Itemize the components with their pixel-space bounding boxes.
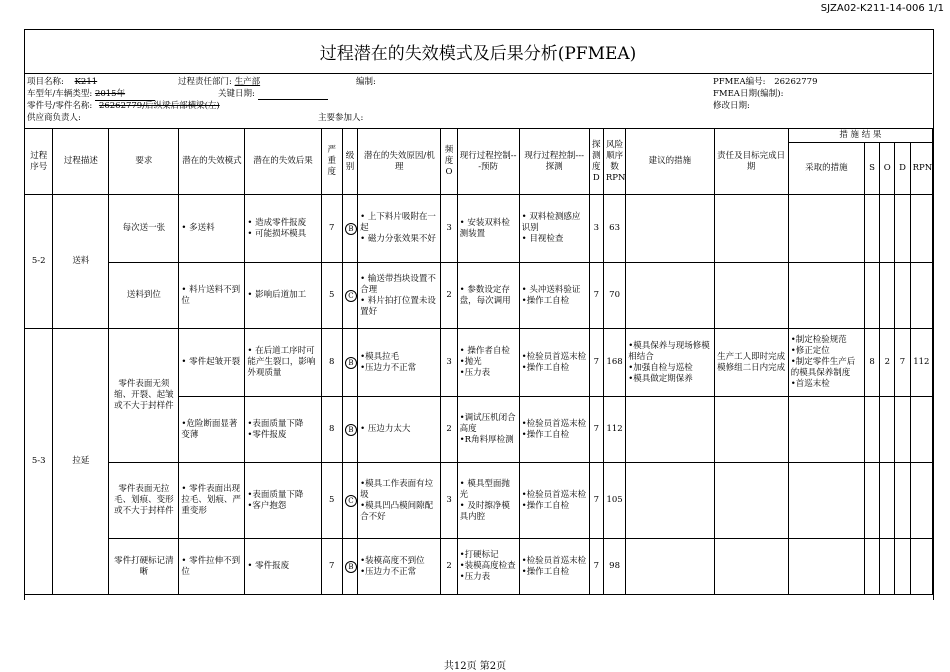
cell-mode: •危险断面显著变薄 xyxy=(179,397,245,463)
header-detection-control: 现行过程控制---探测 xyxy=(519,129,589,195)
header-s: S xyxy=(864,143,879,195)
cell-rpn: 63 xyxy=(603,195,625,263)
header-o: O xyxy=(880,143,895,195)
cell-prev: • 模具型面抛光 • 及时擦净模具内腔 xyxy=(457,463,519,539)
header-rpn: 风险顺序数RPN xyxy=(603,129,625,195)
class-mark xyxy=(342,329,357,397)
cell-rpn: 105 xyxy=(603,463,625,539)
cell-action: •模具保养与现场修模相结合 •加强自检与巡检 •模具做定期保养 xyxy=(626,329,714,397)
cell-mode: • 零件起皱开裂 xyxy=(179,329,245,397)
cell-s: 8 xyxy=(864,329,879,397)
class-symbol: B xyxy=(345,357,357,369)
cell-occ: 2 xyxy=(441,539,457,595)
header-d: D xyxy=(895,143,910,195)
process-owner-line xyxy=(178,77,260,88)
key-date-value xyxy=(258,90,328,100)
header-cause: 潜在的失效原因/机理 xyxy=(358,129,441,195)
table-row xyxy=(25,463,933,539)
cell-det-ctrl: •检验员首巡末检 •操作工自检 xyxy=(519,539,589,595)
cell-det-ctrl: •检验员首巡末检 •操作工自检 xyxy=(519,397,589,463)
cell-occ: 2 xyxy=(441,263,457,329)
class-mark xyxy=(342,195,357,263)
header-occ: 频度O xyxy=(441,129,457,195)
cell-occ: 3 xyxy=(441,329,457,397)
header-rpn2: RPN xyxy=(910,143,932,195)
cell-cause: • 输送带挡块设置不合理 • 料片拍打位置未设置好 xyxy=(358,263,441,329)
cell-sev: 5 xyxy=(321,263,342,329)
header-desc: 过程描述 xyxy=(53,129,109,195)
cell-req: 每次送一张 xyxy=(109,195,179,263)
cell-rpn2 xyxy=(910,195,932,263)
cell-det: 7 xyxy=(589,397,603,463)
cell-action xyxy=(626,263,714,329)
cell-rpn: 98 xyxy=(603,539,625,595)
cell-effect: • 影响后道加工 xyxy=(245,263,321,329)
cell-d xyxy=(895,539,910,595)
team-label: 主要参加人: xyxy=(318,113,364,123)
cell-resp xyxy=(714,195,788,263)
pfmea-no-line xyxy=(713,77,818,88)
cell-effect: •表面质量下降 •客户抱怨 xyxy=(245,463,321,539)
cell-s xyxy=(864,397,879,463)
table-row xyxy=(25,329,933,397)
cell-resp xyxy=(714,539,788,595)
cell-taken xyxy=(788,397,864,463)
cell-o xyxy=(880,463,895,539)
cell-resp xyxy=(714,463,788,539)
cell-seq: 5-3 xyxy=(25,329,53,595)
cell-cause: • 上下料片吸附在一起 • 磁力分张效果不好 xyxy=(358,195,441,263)
cell-rpn2 xyxy=(910,539,932,595)
cell-cause: • 压边力太大 xyxy=(358,397,441,463)
header-responsibility: 责任及目标完成日期 xyxy=(714,129,788,195)
header-seq: 过程序号 xyxy=(25,129,53,195)
cell-prev: • 操作者自检 •抛光 •压力表 xyxy=(457,329,519,397)
cell-det-ctrl: • 头冲送料验证 •操作工自检 xyxy=(519,263,589,329)
cell-rpn: 112 xyxy=(603,397,625,463)
cell-rpn: 70 xyxy=(603,263,625,329)
table-row xyxy=(25,195,933,263)
cell-det-ctrl: •检验员首巡末检 •操作工自检 xyxy=(519,463,589,539)
cell-taken xyxy=(788,539,864,595)
cell-sev: 7 xyxy=(321,195,342,263)
cell-effect: • 造成零件报废 • 可能损坏模具 xyxy=(245,195,321,263)
cell-rpn2 xyxy=(910,397,932,463)
cell-o: 2 xyxy=(880,329,895,397)
cell-resp xyxy=(714,397,788,463)
cell-det: 7 xyxy=(589,463,603,539)
header-action: 建议的措施 xyxy=(626,129,714,195)
cell-mode: • 零件表面出现拉毛、划痕、严重变形 xyxy=(179,463,245,539)
cell-cause: •装模高度不到位 •压边力不正常 xyxy=(358,539,441,595)
key-date-label: 关键日期: xyxy=(218,89,255,99)
cell-effect: • 零件报废 xyxy=(245,539,321,595)
part-value: 26262779/后纵梁后部横梁(左) xyxy=(98,101,220,111)
cell-d: 7 xyxy=(895,329,910,397)
cell-det-ctrl: •检验员首巡末检 •操作工自检 xyxy=(519,329,589,397)
cell-sev: 7 xyxy=(321,539,342,595)
cell-o xyxy=(880,195,895,263)
header-prevention: 现行过程控制---预防 xyxy=(457,129,519,195)
cell-cause: •模具工作表面有垃圾 •模具凹凸模间隙配合不好 xyxy=(358,463,441,539)
class-symbol: B xyxy=(345,561,357,573)
cell-sev: 8 xyxy=(321,329,342,397)
document-id: SJZA02-K211-14-006 1/1 xyxy=(820,3,944,14)
cell-det-ctrl: • 双料检测感应识别 • 目视检查 xyxy=(519,195,589,263)
cell-sev: 8 xyxy=(321,397,342,463)
cell-resp xyxy=(714,263,788,329)
cell-prev: • 参数设定存盘，每次调用 xyxy=(457,263,519,329)
cell-occ: 3 xyxy=(441,463,457,539)
header-class: 级别 xyxy=(342,129,357,195)
cell-rpn2 xyxy=(910,463,932,539)
cell-s xyxy=(864,195,879,263)
cell-cause: •模具拉毛 •压边力不正常 xyxy=(358,329,441,397)
prepared-label: 编制: xyxy=(356,77,376,87)
cell-det: 7 xyxy=(589,263,603,329)
cell-occ: 2 xyxy=(441,397,457,463)
cell-mode: • 多送料 xyxy=(179,195,245,263)
cell-req: 零件表面无须缩、开裂、起皱或不大于封样件 xyxy=(109,329,179,463)
cell-mode: • 料片送料不到位 xyxy=(179,263,245,329)
cell-taken: •制定检验规范 •修正定位 •制定零件生产后的模具保养制度 •首巡末检 xyxy=(788,329,864,397)
model-line xyxy=(27,89,155,101)
header-mode: 潜在的失效模式 xyxy=(179,129,245,195)
cell-effect: •表面质量下降 •零件报废 xyxy=(245,397,321,463)
table-row xyxy=(25,263,933,329)
cell-req: 零件表面无拉毛、划痕、变形或不大于封样件 xyxy=(109,463,179,539)
cell-taken xyxy=(788,463,864,539)
cell-req: 零件打硬标记清晰 xyxy=(109,539,179,595)
pfmea-date-label: FMEA日期(编制): xyxy=(713,89,784,99)
project-label: 项目名称: xyxy=(27,77,64,87)
cell-action xyxy=(626,397,714,463)
process-owner-label: 过程责任部门: xyxy=(178,77,232,87)
class-mark xyxy=(342,539,357,595)
cell-s xyxy=(864,263,879,329)
class-symbol: C xyxy=(345,290,357,302)
cell-o xyxy=(880,263,895,329)
cell-d xyxy=(895,397,910,463)
class-symbol: C xyxy=(345,495,357,507)
cell-prev: • 安装双料检测装置 xyxy=(457,195,519,263)
cell-taken xyxy=(788,263,864,329)
cell-s xyxy=(864,539,879,595)
cell-req: 送料到位 xyxy=(109,263,179,329)
cell-mode: • 零件拉伸不到位 xyxy=(179,539,245,595)
cell-d xyxy=(895,195,910,263)
revision-label: 修改日期: xyxy=(713,101,750,111)
cell-rpn2: 112 xyxy=(910,329,932,397)
cell-action xyxy=(626,463,714,539)
project-line xyxy=(27,77,97,88)
cell-det: 7 xyxy=(589,539,603,595)
document-title: 过程潜在的失效模式及后果分析(PFMEA) xyxy=(24,29,932,74)
process-owner-value: 生产部 xyxy=(234,77,261,87)
cell-s xyxy=(864,463,879,539)
class-mark xyxy=(342,263,357,329)
cell-effect: • 在后道工序时可能产生裂口，影响外观质量 xyxy=(245,329,321,397)
cell-desc: 送料 xyxy=(53,195,109,329)
supplier-label: 供应商负责人: xyxy=(27,113,81,123)
pfmea-no-value: 26262779 xyxy=(774,77,818,87)
cell-rpn: 168 xyxy=(603,329,625,397)
header-sev: 严重度 xyxy=(321,129,342,195)
pfmea-table xyxy=(24,128,933,595)
part-label: 零件号/零件名称: xyxy=(27,101,93,111)
header-effect: 潜在的失效后果 xyxy=(245,129,321,195)
cell-det: 7 xyxy=(589,329,603,397)
cell-det: 3 xyxy=(589,195,603,263)
header-results: 措 施 结 果 xyxy=(788,129,932,143)
cell-seq: 5-2 xyxy=(25,195,53,329)
cell-action xyxy=(626,195,714,263)
cell-desc: 拉延 xyxy=(53,329,109,595)
cell-action xyxy=(626,539,714,595)
cell-sev: 5 xyxy=(321,463,342,539)
cell-occ: 3 xyxy=(441,195,457,263)
cell-resp: 生产工人即时完成模修组二日内完成 xyxy=(714,329,788,397)
part-line xyxy=(27,101,220,112)
class-mark xyxy=(342,463,357,539)
cell-o xyxy=(880,397,895,463)
page-footer: 共12页 第2页 xyxy=(443,661,507,672)
header-det: 探测度D xyxy=(589,129,603,195)
project-value: K211 xyxy=(74,77,98,87)
cell-d xyxy=(895,463,910,539)
model-label: 车型年/车辆类型: xyxy=(27,89,93,99)
class-mark xyxy=(342,397,357,463)
cell-prev: •打硬标记 •装模高度检查 •压力表 xyxy=(457,539,519,595)
table-row xyxy=(25,539,933,595)
pfmea-no-label: PFMEA编号: xyxy=(713,77,766,87)
model-value: 2015年 xyxy=(95,89,155,101)
cell-rpn2 xyxy=(910,263,932,329)
header-taken: 采取的措施 xyxy=(788,143,864,195)
cell-d xyxy=(895,263,910,329)
cell-o xyxy=(880,539,895,595)
table-body xyxy=(25,195,933,595)
cell-taken xyxy=(788,195,864,263)
class-symbol: B xyxy=(345,424,357,436)
key-date-line xyxy=(218,89,328,100)
cell-prev: •调试压机闭合高度 •R角料厚检测 xyxy=(457,397,519,463)
header-req: 要求 xyxy=(109,129,179,195)
class-symbol: B xyxy=(345,223,357,235)
